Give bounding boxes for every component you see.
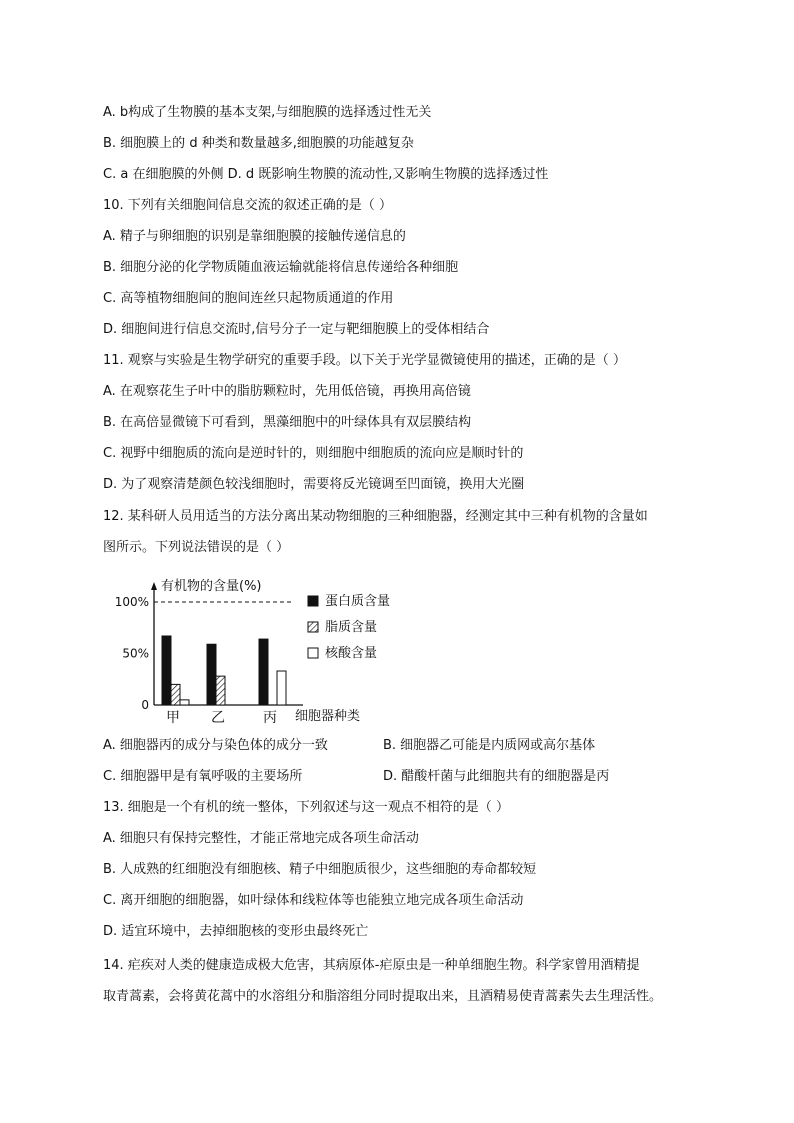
q13-option-a: A. 细胞只有保持完整性，才能正常地完成各项生命活动 [103, 831, 419, 846]
bar-1-1 [216, 676, 225, 705]
q13-stem: 13. 细胞是一个有机的统一整体，下列叙述与这一观点不相符的是（ ） [103, 800, 509, 815]
q11-option-a: A. 在观察花生子叶中的脂肪颗粒时，先用低倍镜，再换用高倍镜 [103, 384, 471, 399]
q12-stem-line2: 图所示。下列说法错误的是（ ） [103, 540, 290, 555]
x-axis-label: 细胞器种类 [295, 709, 361, 724]
x-tick-label: 乙 [211, 710, 225, 726]
q10-option-c: C. 高等植物细胞间的胞间连丝只起物质通道的作用 [103, 291, 394, 306]
q9-option-a: A. b构成了生物膜的基本支架,与细胞膜的选择透过性无关 [103, 105, 432, 120]
legend-label: 核酸含量 [325, 646, 378, 661]
q10-stem: 10. 下列有关细胞间信息交流的叙述正确的是（ ） [103, 198, 392, 213]
q12-option-c: C. 细胞器甲是有氧呼吸的主要场所 [103, 769, 303, 784]
q14-stem-line2: 取青蒿素，会将黄花蒿中的水溶组分和脂溶组分同时提取出来，且酒精易使青蒿素失去生理活性。 [103, 989, 663, 1004]
legend-label: 蛋白质含量 [325, 594, 391, 609]
q10-option-a: A. 精子与卵细胞的识别是靠细胞膜的接触传递信息的 [103, 229, 406, 244]
q11-stem: 11. 观察与实验是生物学研究的重要手段。以下关于光学显微镜使用的描述，正确的是（ ） [103, 353, 626, 368]
y-tick-label: 0 [141, 698, 149, 712]
q13-option-d: D. 适宜环境中，去掉细胞核的变形虫最终死亡 [103, 924, 369, 939]
q10-option-d: D. 细胞间进行信息交流时,信号分子一定与靶细胞膜上的受体相结合 [103, 322, 490, 337]
q13-option-c: C. 离开细胞的细胞器，如叶绿体和线粒体等也能独立地完成各项生命活动 [103, 893, 524, 908]
legend-swatch [308, 622, 318, 632]
q11-option-b: B. 在高倍显微镜下可看到，黑藻细胞中的叶绿体具有双层膜结构 [103, 415, 472, 430]
y-axis-arrow [151, 582, 157, 590]
legend-swatch [308, 648, 318, 658]
bar-1-0 [207, 644, 216, 705]
legend-label: 脂质含量 [325, 620, 378, 635]
q12-option-a: A. 细胞器丙的成分与染色体的成分一致 [103, 738, 328, 753]
y-tick-label: 50% [122, 646, 149, 661]
q11-option-c: C. 视野中细胞质的流向是逆时针的，则细胞中细胞质的流向应是顺时针的 [103, 446, 524, 461]
q12-option-d: D. 醋酸杆菌与此细胞共有的细胞器是丙 [383, 769, 610, 784]
q13-option-b: B. 人成熟的红细胞没有细胞核、精子中细胞质很少，这些细胞的寿命都较短 [103, 862, 537, 877]
bar-2-0 [259, 639, 268, 705]
legend-swatch [308, 596, 318, 606]
q11-option-d: D. 为了观察清楚颜色较浅细胞时，需要将反光镜调至凹面镜，换用大光圈 [103, 477, 525, 492]
q10-option-b: B. 细胞分泌的化学物质随血液运输就能将信息传递给各种细胞 [103, 260, 459, 275]
organelle-composition-chart [103, 572, 423, 732]
bar-0-1 [171, 684, 180, 705]
y-axis-label: 有机物的含量(%) [161, 579, 262, 594]
q12-stem-line1: 12. 某科研人员用适当的方法分离出某动物细胞的三种细胞器，经测定其中三种有机物的含量如 [103, 509, 648, 524]
bar-2-2 [277, 671, 286, 705]
q9-option-cd: C. a 在细胞膜的外侧 D. d 既影响生物膜的流动性,又影响生物膜的选择透过性 [103, 167, 549, 182]
x-tick-label: 甲 [166, 710, 180, 726]
q9-option-b: B. 细胞膜上的 d 种类和数量越多,细胞膜的功能越复杂 [103, 136, 414, 151]
bar-0-0 [162, 636, 171, 705]
y-tick-label: 100% [114, 595, 149, 609]
x-tick-label: 丙 [263, 710, 277, 726]
bar-0-2 [180, 700, 189, 705]
q14-stem-line1: 14. 疟疾对人类的健康造成极大危害，其病原体-疟原虫是一种单细胞生物。科学家曾用酒精提 [103, 958, 640, 973]
q12-option-b: B. 细胞器乙可能是内质网或高尔基体 [383, 738, 596, 753]
